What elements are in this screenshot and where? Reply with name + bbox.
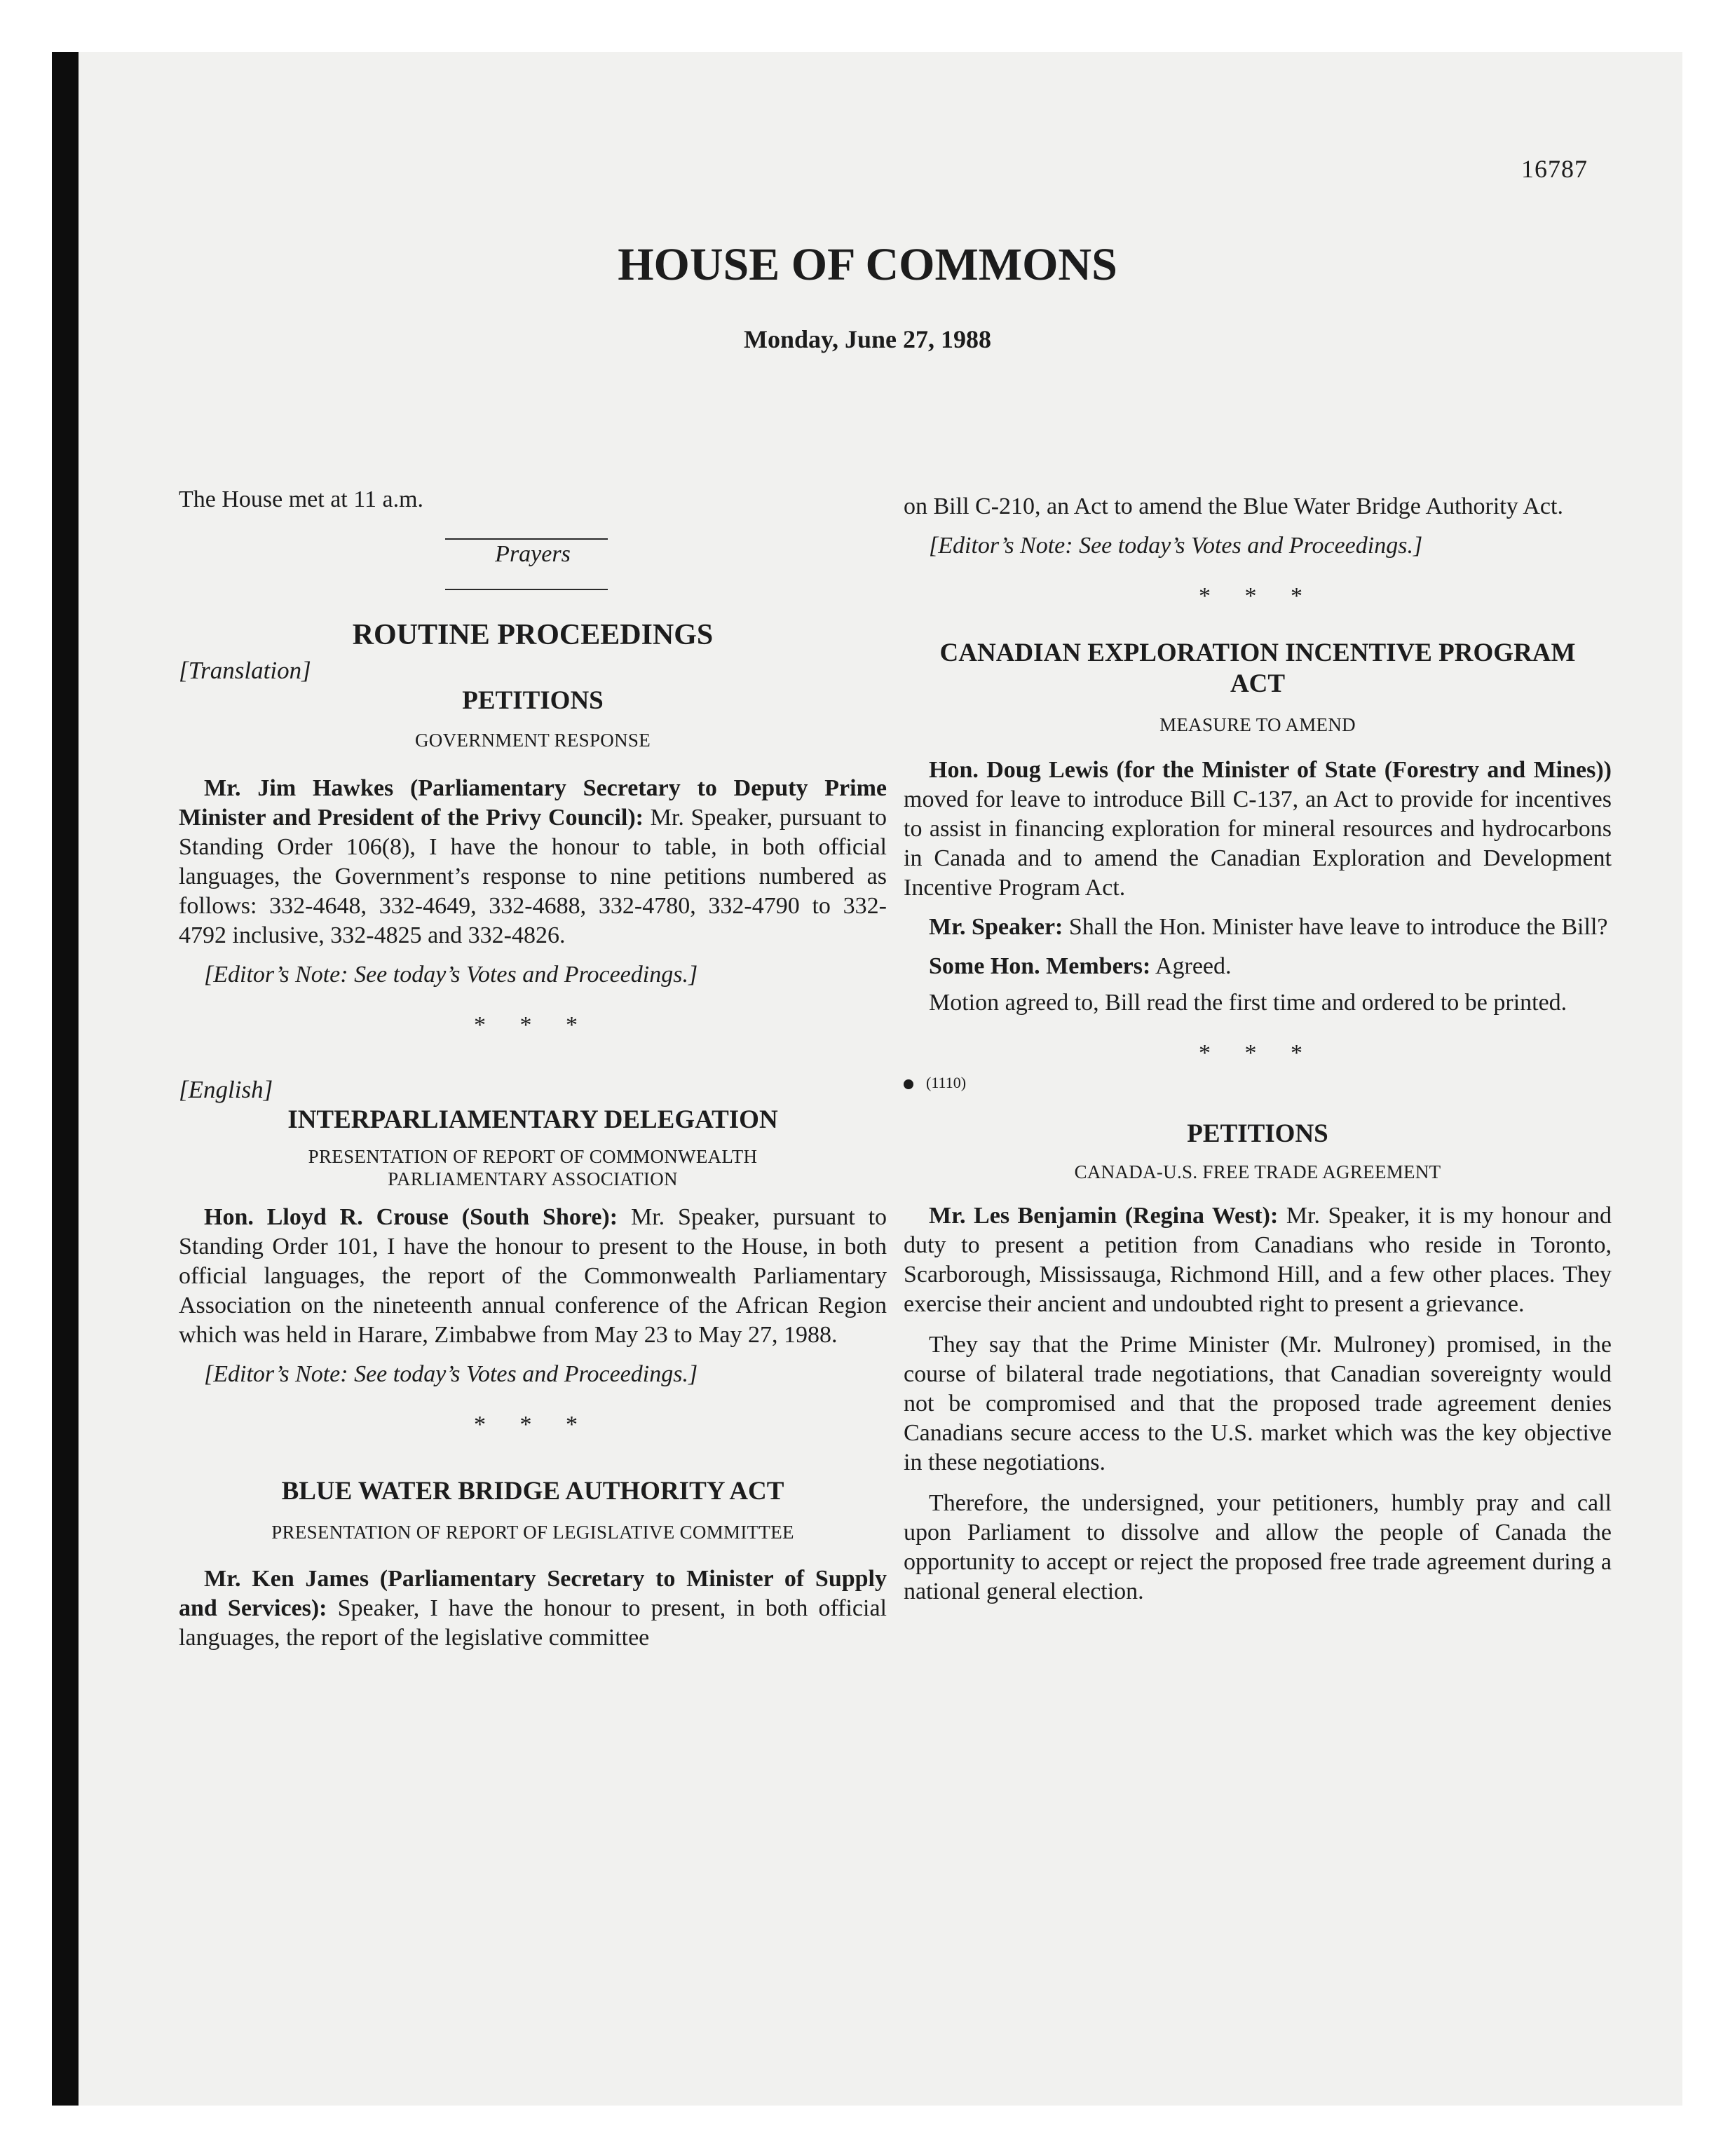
- left-column: [179, 485, 887, 1653]
- time-marker: [904, 1068, 1612, 1098]
- subheading-free-trade-agreement: CANADA-U.S. FREE TRADE AGREEMENT: [1074, 1161, 1441, 1182]
- speaker-name: Some Hon. Members:: [929, 953, 1151, 979]
- lewis-statement: [904, 756, 1612, 903]
- james-statement: [179, 1564, 887, 1653]
- petition-paragraph: Therefore, the undersigned, your petitioners, humbly pray and call upon Parliament to dissolve and allow the people of Canada the opportunity to accept or reject the proposed free trade agreement during a national general election.: [904, 1490, 1612, 1604]
- section-heading-interparliamentary: INTERPARLIAMENTARY DELEGATION: [287, 1105, 778, 1134]
- section-heading-petitions: PETITIONS: [1187, 1119, 1328, 1148]
- sitting-date: Monday, June 27, 1988: [743, 325, 992, 353]
- masthead-title: HOUSE OF COMMONS: [618, 239, 1117, 290]
- section-heading-petitions: PETITIONS: [462, 686, 604, 715]
- editors-note: [Editor’s Note: See today’s Votes and Proceedings.]: [204, 1361, 698, 1387]
- page-number: 16787: [1521, 155, 1588, 183]
- statement-text: Speaker, I have the honour to present, in both official languages, the report of the legislative committee: [179, 1595, 887, 1651]
- section-heading-routine-proceedings: ROUTINE PROCEEDINGS: [352, 619, 714, 651]
- speaker-name: Mr. Ken James (Parliamentary Secretary to Minister of Supply and Services):: [179, 1566, 887, 1621]
- statement-text: Shall the Hon. Minister have leave to introduce the Bill?: [1068, 914, 1608, 940]
- statement-text: Mr. Speaker, pursuant to Standing Order 106(8), I have the honour to table, in both official languages, the Government’s response to nine petitions numbered as follows: 332-4648, 332-4649, 332-4688, 332-4780, 332-4790 to 332-4792 inclusive, 332-4825 and 332-4826.: [179, 805, 887, 948]
- binding-edge: [52, 52, 79, 2106]
- section-separator: * * *: [1199, 1040, 1316, 1066]
- section-separator: * * *: [474, 1412, 592, 1438]
- continuation-text: on Bill C-210, an Act to amend the Blue Water Bridge Authority Act.: [904, 493, 1563, 519]
- subheading-legislative-committee: PRESENTATION OF REPORT OF LEGISLATIVE COMMITTEE: [271, 1522, 794, 1543]
- speaker-name: Mr. Speaker:: [929, 914, 1063, 940]
- section-separator: * * *: [1199, 583, 1316, 609]
- speaker-name: Mr. Jim Hawkes (Parliamentary Secretary to Deputy Prime Minister and President of the Privy Council):: [179, 775, 887, 831]
- section-separator: * * *: [474, 1012, 592, 1038]
- right-column: [904, 485, 1612, 1606]
- hawkes-statement: [179, 774, 887, 950]
- prayers-label: Prayers: [495, 541, 571, 567]
- subheading-cpa-report: PRESENTATION OF REPORT OF COMMONWEALTH PARLIAMENTARY ASSOCIATION: [308, 1146, 758, 1189]
- petition-paragraph: They say that the Prime Minister (Mr. Mulroney) promised, in the course of bilateral trade negotiations, that Canadian sovereignty would not be compromised and that the proposed trade agreement denies Canadians secure access to the U.S. market which was the key objective in these negotiations.: [904, 1332, 1612, 1475]
- members-response: [904, 952, 1612, 981]
- opening-line: The House met at 11 a.m.: [179, 486, 424, 512]
- speaker-question: [904, 913, 1612, 942]
- section-heading-blue-water-bridge: BLUE WATER BRIDGE AUTHORITY ACT: [281, 1477, 784, 1506]
- subheading-measure-to-amend: MEASURE TO AMEND: [1159, 714, 1356, 735]
- section-heading-exploration-incentive: CANADIAN EXPLORATION INCENTIVE PROGRAM ACT: [939, 639, 1576, 698]
- benjamin-statement: [904, 1201, 1612, 1319]
- bullet-icon: [904, 1079, 913, 1089]
- editors-note: [Editor’s Note: See today’s Votes and Proceedings.]: [204, 962, 698, 988]
- english-tag: [English]: [179, 1076, 273, 1103]
- statement-text: moved for leave to introduce Bill C-137, an Act to provide for incentives to assist in financing exploration for mineral resources and hydrocarbons in Canada and to amend the Canadian Exploration and Development Incentive Program Act.: [904, 786, 1612, 901]
- crouse-statement: [179, 1203, 887, 1350]
- translation-tag: [Translation]: [179, 657, 311, 684]
- motion-result: Motion agreed to, Bill read the first time and ordered to be printed.: [929, 990, 1567, 1016]
- editors-note: [Editor’s Note: See today’s Votes and Proceedings.]: [929, 533, 1423, 559]
- time-marker-text: (1110): [926, 1074, 967, 1091]
- divider-rule: [445, 589, 608, 590]
- statement-text: Mr. Speaker, it is my honour and duty to present a petition from Canadians who reside in Toronto, Scarborough, Mississauga, Richmond Hill, and a few other places. They exercise their ancient and undoubted right to present a grievance.: [904, 1203, 1612, 1317]
- statement-text: Mr. Speaker, pursuant to Standing Order 101, I have the honour to present to the House, in both official languages, the report of the Commonwealth Parliamentary Association on the nineteenth annual conference of the African Region which was held in Harare, Zimbabwe from May 23 to May 27, 1988.: [179, 1204, 887, 1348]
- speaker-name: Hon. Lloyd R. Crouse (South Shore):: [204, 1204, 618, 1230]
- statement-text: Agreed.: [1155, 953, 1232, 979]
- speaker-name: Mr. Les Benjamin (Regina West):: [929, 1203, 1279, 1229]
- speaker-name: Hon. Doug Lewis (for the Minister of State (Forestry and Mines)): [929, 757, 1612, 783]
- subheading-government-response: GOVERNMENT RESPONSE: [415, 730, 651, 751]
